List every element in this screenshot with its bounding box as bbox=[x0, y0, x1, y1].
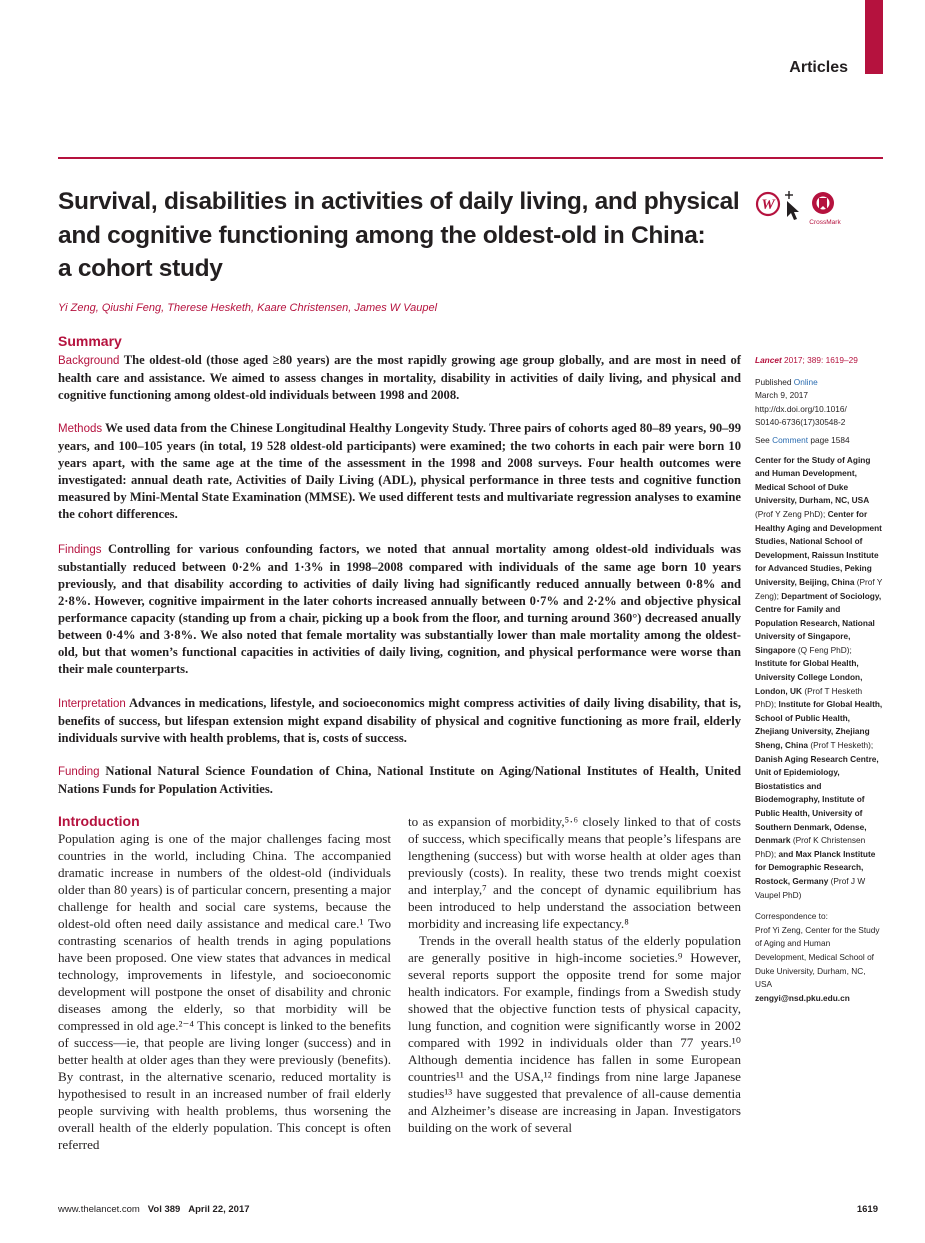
introduction-heading: Introduction bbox=[58, 813, 140, 829]
background-text: The oldest-old (those aged ≥80 years) are the most rapidly growing age group globally, and are most in need of health care and assistance. We aimed to assess changes in mortality, disability in activities of daily living, and physical and cognitive functioning among oldest-old individuals between 1998 and 2008. bbox=[58, 353, 741, 402]
doi-line-2[interactable]: S0140-6736(17)30548-2 bbox=[755, 417, 846, 428]
see-comment-line bbox=[755, 434, 883, 448]
footer-volume: Vol 389 bbox=[147, 1204, 181, 1215]
methods-text: We used data from the Chinese Longitudinal Healthy Longevity Study. Three pairs of cohorts aged 80–89 years, 90–99 years, and 100–105 years (in total, 19 528 oldest-old participants) were examined; the two cohorts in each pair were born 10 years apart, with the same age at the time of the assessment in the 1998 and 2008 surveys. Four health outcomes were investigated: annual death rate, Activities of Daily Living (ADL), physical performance in three tests and cognitive function measured by Mini-Mental State Examination (MMSE). We used different tests and multivariate regression analyses to examine the cohort differences. bbox=[58, 421, 742, 521]
affiliation-2-names: (Prof Y Zeng); bbox=[755, 576, 883, 601]
footer-left bbox=[58, 1204, 250, 1215]
citation-journal: Lancet bbox=[755, 355, 782, 365]
page-number: 1619 bbox=[856, 1204, 878, 1215]
findings-label: Findings bbox=[58, 544, 102, 556]
crossmark-icon[interactable] bbox=[809, 192, 841, 226]
funding-text: National Natural Science Foundation of China, National Institute on Aging/National Institutes of Health, United Nations Funds for Population Activities. bbox=[58, 764, 741, 796]
online-link[interactable]: Online bbox=[793, 376, 818, 387]
affiliation-4: Institute for Global Health, University College London, London, UK bbox=[755, 658, 863, 696]
comment-page: page 1584 bbox=[808, 434, 850, 445]
publication-date: March 9, 2017 bbox=[755, 390, 809, 401]
affiliation-4-names: (Prof T Hesketh PhD); bbox=[755, 685, 863, 710]
intro-paragraph-1-cont: to as expansion of morbidity,⁵·⁶ closely linked to that of costs of success, which specifically means that people’s lifespans are lengthening (success) but with worse health at older ages than previously (costs). In reality, these two trends might coexist and interplay,⁷ and the concept of dynamic equilibrium has been introduced to help understand the association between morbidity and increasing life expectancy.⁸ bbox=[408, 814, 741, 931]
online-first-icon[interactable] bbox=[757, 193, 779, 215]
footer-website[interactable]: www.thelancet.com bbox=[58, 1204, 140, 1215]
summary-heading: Summary bbox=[58, 333, 122, 349]
comment-link[interactable]: Comment bbox=[772, 434, 809, 445]
affiliation-6: Danish Aging Research Centre, Unit of Epidemiology, Biostatistics and Biodemography, Institute of Public Health, University of Southern Denmark, Odense, Denmark bbox=[755, 753, 879, 846]
intro-paragraph-2: Trends in the overall health status of the elderly population are generally positive in high-income societies.⁹ However, several reports support the opposite trend for some major health indicators. For example, findings from a Swedish study showed that the objective function tests of physical capacity, lung function, and cognition were significantly worse in 2002 compared with 1992 in individuals older than 77 years.¹⁰ Although dementia incidence has fallen in some European countries¹¹ and the USA,¹² findings from nine large Japanese studies¹³ have suggested that prevalence of all-cause dementia and Alzheimer’s disease are increasing in Japan. Investigators building on the work of several bbox=[408, 933, 741, 1135]
footer-date: April 22, 2017 bbox=[188, 1204, 250, 1215]
affiliation-5-names: (Prof T Hesketh); bbox=[808, 740, 874, 751]
abstract-background bbox=[58, 352, 741, 404]
affiliation-5: Institute for Global Health, School of Public Health, Zhejiang University, Zhejiang Sheng, China bbox=[755, 699, 883, 751]
svg-text:W: W bbox=[761, 197, 775, 213]
title-line-2: and cognitive functioning among the oldest-old in China: bbox=[58, 221, 706, 249]
see-label: See bbox=[755, 434, 773, 445]
abstract-funding bbox=[58, 763, 741, 798]
header-rule bbox=[58, 157, 883, 159]
findings-text: Controlling for various confounding factors, we noted that annual mortality among oldest-old individuals was substantially reduced between 0·2% and 1·3% in 1998–2008 compared with individuals of the same age born 10 years previously, and that disability according to activities of daily living had significantly reduced annually between 0·8% and 2·8%. However, cognitive impairment in the later cohorts increased annually between 0·7% and 2·2% and objective physical performance capacity (standing up from a chair, picking up a book from the floor, and turning around 360°) decreased anually between 0·4% and 3·8%. We also noted that female mortality was substantially lower than male mortality among the oldest-old, but that women’s functional capacities in activities of daily living, cognition, and physical performance were worse than their male counterparts. bbox=[58, 542, 742, 676]
author-list: Yi Zeng, Qiushi Feng, Therese Hesketh, Kaare Christensen, James W Vaupel bbox=[58, 302, 438, 314]
correspondence-label: Correspondence to: bbox=[755, 911, 828, 922]
citation-details: 2017; 389: 1619–29 bbox=[781, 355, 858, 365]
crossmark-label: CrossMark bbox=[809, 219, 841, 226]
sidebar-notes bbox=[755, 354, 883, 1005]
intro-paragraph-1: Population aging is one of the major challenges facing most countries in the world, including China. The accompanied dramatic increase in numbers of the oldest-old (individuals older than 80 years) is of particular concern, presenting a major challenge for health and social care systems, because the oldest-old often need daily assistance and medical care.¹ Two contrasting scenarios of health trends in aging populations have been proposed. One view states that advances in medical technology, improvements in lifestyle, and socioeconomic development will postpone the onset of disability and chronic diseases among the elderly, so that morbidity will be compressed in old age.²⁻⁴ This concept is linked to the benefits of success—ie, that people are living longer (success) and in better health at older ages than they were previously (benefits). By contrast, in the alternative scenario, reduced mortality is hypothesised to result in an increased number of frail elderly people surviving with health problems, thus worsening the overall health of the elderly population. This concept is often referred bbox=[58, 831, 391, 1152]
affiliation-2: Center for Healthy Aging and Development Studies, National School of Development, Raissun Institute for Advanced Studies, Peking University, Beijing, China bbox=[755, 508, 882, 587]
article-badges bbox=[755, 189, 845, 229]
affiliation-1: Center for the Study of Aging and Human Development, Medical School of Duke University, Durham, NC, USA bbox=[755, 454, 871, 506]
affiliation-1-names: (Prof Y Zeng PhD); bbox=[755, 508, 828, 519]
title-line-1: Survival, disabilities in activities of daily living, and physical bbox=[58, 188, 740, 215]
affiliation-7: and Max Planck Institute for Demographic Research, Rostock, Germany bbox=[755, 848, 876, 886]
interpretation-label: Interpretation bbox=[58, 698, 126, 710]
abstract-findings bbox=[58, 541, 741, 678]
citation bbox=[755, 354, 883, 368]
abstract-interpretation bbox=[58, 695, 741, 747]
affiliation-6-names: (Prof K Christensen PhD); bbox=[755, 835, 866, 859]
title-line-3: a cohort study bbox=[58, 255, 223, 282]
affiliation-7-names: (Prof J W Vaupel PhD) bbox=[755, 875, 866, 900]
funding-label: Funding bbox=[58, 766, 100, 778]
correspondence-text: Prof Yi Zeng, Center for the Study of Aging and Human Development, Medical School of Duke University, Durham, NC, USA bbox=[755, 924, 880, 990]
published-line bbox=[755, 376, 883, 390]
affiliations bbox=[755, 454, 883, 903]
body-column-2 bbox=[408, 813, 741, 1136]
abstract-methods bbox=[58, 420, 741, 523]
background-label: Background bbox=[58, 355, 120, 367]
article-title bbox=[58, 185, 748, 286]
correspondence-email[interactable]: zengyi@nsd.pku.edu.cn bbox=[755, 992, 850, 1003]
section-color-tab bbox=[865, 0, 883, 74]
cursor-icon bbox=[785, 191, 799, 220]
interpretation-text: Advances in medications, lifestyle, and socioeconomics might compress activities of daily living disability, that is, benefits of success, but lifespan extension might expand disability of physical and cognitive functioning as more frail, elderly individuals survive with health problems, that is, costs of success. bbox=[58, 696, 741, 745]
doi-line-1[interactable]: http://dx.doi.org/10.1016/ bbox=[755, 403, 847, 414]
section-label: Articles bbox=[789, 59, 848, 76]
affiliation-3-names: (Q Feng PhD); bbox=[795, 644, 852, 655]
methods-label: Methods bbox=[58, 423, 103, 435]
published-label: Published bbox=[755, 376, 794, 387]
affiliation-3: Department of Sociology, Centre for Family and Population Research, National University of Singapore, Singapore bbox=[755, 590, 882, 655]
body-column-1 bbox=[58, 830, 391, 1153]
